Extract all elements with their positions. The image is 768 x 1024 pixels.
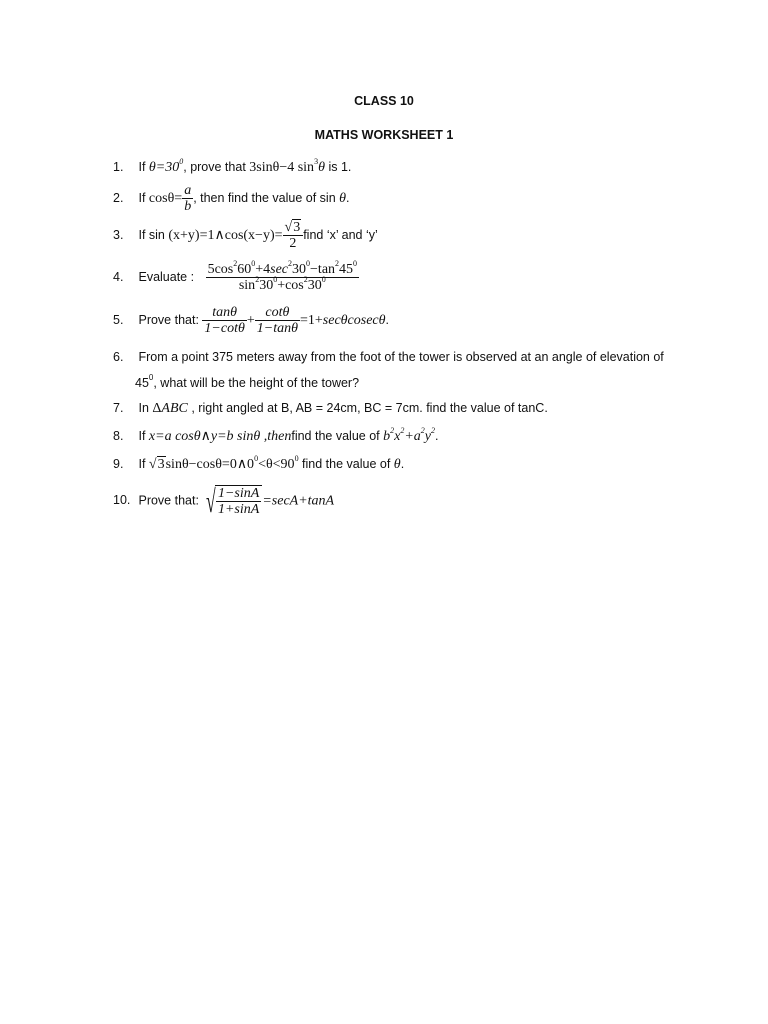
question-text: If <box>138 160 146 174</box>
question-text: $45^0$, what will be the height of the tower? <box>135 373 360 390</box>
math-expression: ABC <box>161 401 188 416</box>
question-6-continued <box>135 373 360 390</box>
question-1 <box>113 157 352 176</box>
question-number: 7. <box>113 401 124 415</box>
math-expression: (x+y)=1∧cos(x−y)= <box>168 227 283 243</box>
fraction: $\frac{\tan\theta}{1-\cot\theta}$ <box>204 305 245 336</box>
question-8 <box>113 428 438 445</box>
question-text: . <box>435 429 439 443</box>
question-text: If <box>138 457 146 471</box>
question-text: , right angled at B, AB = 24cm, BC = 7cm. find the value of tanC. <box>191 401 548 415</box>
math-expression: $b^2x^2+a^2y^2$ <box>383 426 435 444</box>
question-text: From a point 375 meters away from the foot of the tower is observed at an angle of elevation of <box>138 350 664 364</box>
question-text: Prove that: <box>138 312 199 327</box>
question-text: , then find the value of sin <box>193 190 336 205</box>
question-number: 5. <box>113 312 124 327</box>
question-4 <box>113 259 359 293</box>
math-expression: cosθ= <box>148 190 183 206</box>
question-number: 2. <box>113 190 124 205</box>
math-expression: Δ <box>152 401 162 416</box>
math-expression: $\sin\theta-\cos\theta=0\wedge 0^0<\theta<90^0$ <box>165 454 299 472</box>
question-number: 4. <box>113 269 124 284</box>
worksheet-title: MATHS WORKSHEET 1 <box>314 128 454 142</box>
question-text: If sin <box>138 227 165 242</box>
question-text: In <box>138 401 149 415</box>
question-text: If <box>138 429 146 443</box>
question-text: , prove that <box>183 160 246 174</box>
question-text: find ‘x’ and ‘y’ <box>303 227 378 242</box>
question-number: 10. <box>113 493 131 508</box>
math-expression: + <box>246 312 255 328</box>
question-7 <box>113 401 548 417</box>
question-6 <box>113 350 664 364</box>
question-9 <box>113 456 404 473</box>
question-text: find the value of <box>291 429 380 443</box>
square-root: √3 <box>148 457 165 472</box>
math-expression: $\theta=30^0$ <box>148 157 184 175</box>
square-root: √ $\frac{1-\sin A}{1+\sin A}$ <box>202 485 262 517</box>
question-3 <box>113 220 378 251</box>
fraction: $\frac{a}{b}$ <box>184 183 192 214</box>
question-text: find the value of <box>302 457 391 471</box>
fraction: $\frac{5\cos^260^0+4\sec^230^0-\tan^245^0}{\sin^230^0+\cos^230^0}$ <box>207 259 358 293</box>
question-text: . <box>346 190 350 205</box>
question-text: . <box>400 457 405 471</box>
question-text: Prove that: <box>138 493 199 508</box>
math-expression: x=a cosθ∧y=b sinθ , <box>148 429 268 444</box>
math-expression: then <box>267 429 292 444</box>
fraction: $\frac{\cot\theta}{1-\tan\theta}$ <box>256 305 298 336</box>
fraction: $\frac{1-\sin A}{1+\sin A}$ <box>217 486 260 517</box>
question-text: is 1. <box>328 160 352 174</box>
question-2 <box>113 183 350 214</box>
question-number: 1. <box>113 160 124 174</box>
math-expression: =secA+tanA <box>262 493 335 509</box>
question-text: If <box>138 190 146 205</box>
question-text: Evaluate : <box>138 269 195 284</box>
question-number: 3. <box>113 227 124 242</box>
math-expression: θ <box>339 190 347 206</box>
question-10 <box>113 485 334 517</box>
math-expression: secθcosecθ <box>322 312 386 328</box>
question-5 <box>113 305 389 336</box>
question-text: . <box>385 312 389 327</box>
question-number: 9. <box>113 457 124 471</box>
math-expression: 3sinθ−4 $\sin^3\theta$ <box>249 157 325 175</box>
class-title: CLASS 10 <box>354 94 414 108</box>
question-number: 8. <box>113 429 124 443</box>
math-expression: =1+ <box>299 312 323 328</box>
fraction: $\frac{√3}{2}$ <box>283 220 304 251</box>
math-expression: θ <box>393 457 401 472</box>
question-number: 6. <box>113 350 124 364</box>
